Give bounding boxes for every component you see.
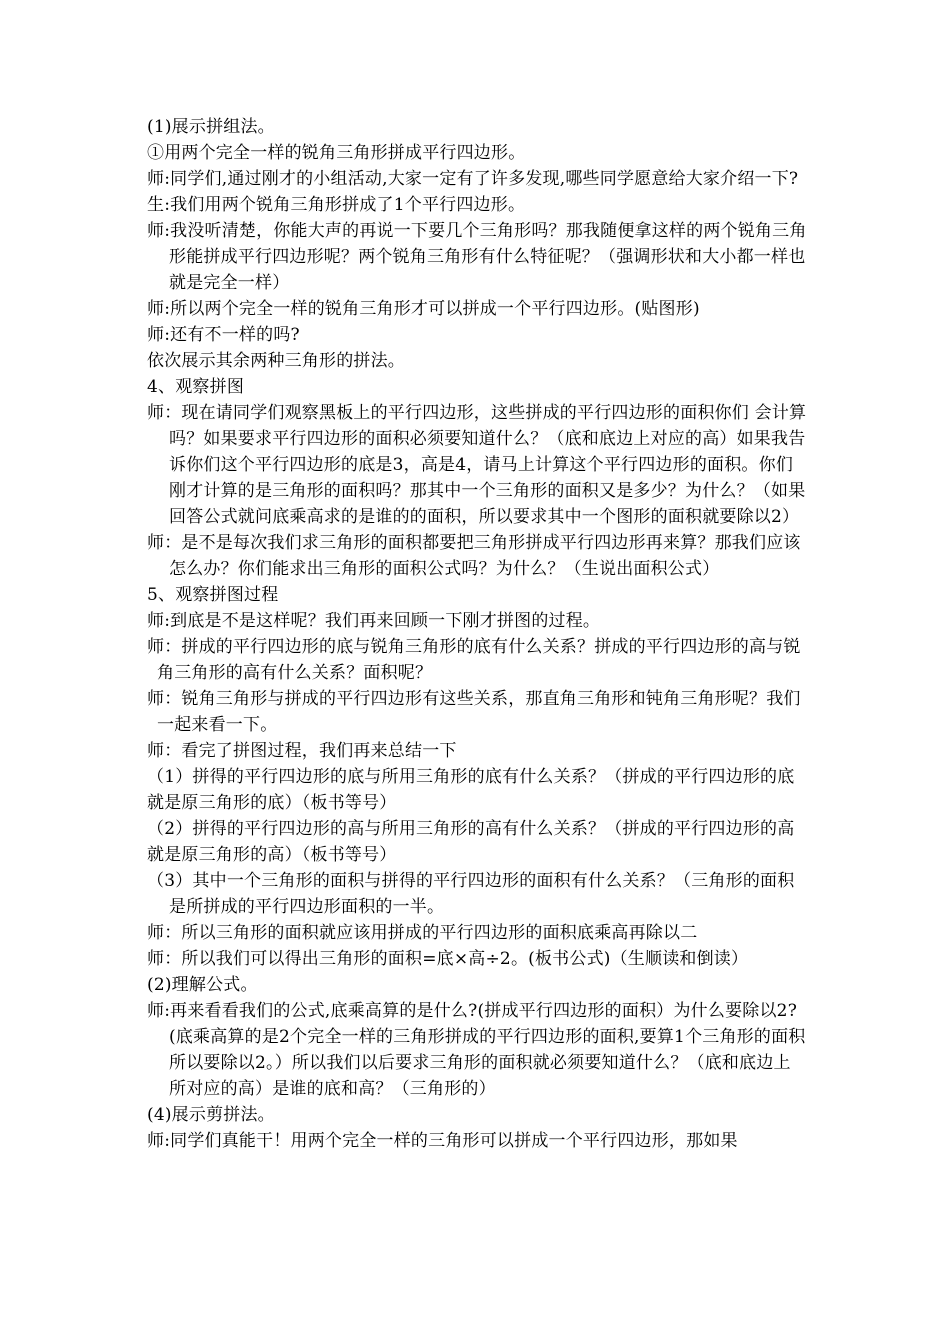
paragraph-teacher: 师:我没听清楚，你能大声的再说一下要几个三角形吗？那我随便拿这样的两个锐角三角形能拼成平行四边形呢？两个锐角三角形有什么特征呢？（强调形状和大小都一样也就是完全一样） — [147, 221, 807, 293]
paragraph-teacher: 师：看完了拼图过程，我们再来总结一下 — [147, 741, 457, 761]
paragraph-teacher: 师:到底是不是这样呢？我们再来回顾一下刚才拼图的过程。 — [147, 611, 601, 631]
paragraph-section-5: 5、观察拼图过程 — [147, 585, 279, 605]
paragraph-teacher: 师：是不是每次我们求三角形的面积都要把三角形拼成平行四边形再来算？那我们应该怎么办？你们能求出三角形的面积公式吗？为什么？（生说出面积公式） — [147, 533, 801, 579]
document-body — [147, 114, 807, 1154]
paragraph-summary-1: （1）拼得的平行四边形的底与所用三角形的底有什么关系？（拼成的平行四边形的底就是原三角形的底）（板书等号） — [147, 767, 795, 813]
paragraph-teacher: 师:同学们,通过刚才的小组活动,大家一定有了许多发现,哪些同学愿意给大家介绍一下? — [147, 169, 799, 189]
paragraph-teacher: 师：锐角三角形与拼成的平行四边形有这些关系，那直角三角形和钝角三角形呢？我们一起来看一下。 — [147, 689, 801, 735]
paragraph-teacher: 师:还有不一样的吗? — [147, 325, 300, 345]
paragraph-teacher: 师:再来看看我们的公式,底乘高算的是什么?(拼成平行四边形的面积）为什么要除以2?(底乘高算的是2个完全一样的三角形拼成的平行四边形的面积,要算1个三角形的面积所以要除以2。）所以我们以后要求三角形的面积就必须要知道什么？（底和底边上所对应的高）是谁的底和高？（三角形的） — [147, 1001, 806, 1099]
paragraph-heading-2: (2)理解公式。 — [147, 975, 258, 995]
paragraph-student: 生:我们用两个锐角三角形拼成了1个平行四边形。 — [147, 195, 526, 215]
paragraph-heading-4: (4)展示剪拼法。 — [147, 1105, 275, 1125]
paragraph-teacher: 师：所以三角形的面积就应该用拼成的平行四边形的面积底乘高再除以二 — [147, 923, 698, 943]
paragraph-step-1: ①用两个完全一样的锐角三角形拼成平行四边形。 — [147, 143, 526, 163]
paragraph-teacher: 师：所以我们可以得出三角形的面积=底×高÷2。(板书公式)（生顺读和倒读） — [147, 949, 749, 969]
paragraph-teacher: 师：现在请同学们观察黑板上的平行四边形，这些拼成的平行四边形的面积你们 会计算吗？如果要求平行四边形的面积必须要知道什么？（底和底边上对应的高）如果我告诉你们这个平行四边形的底是3，高是4，请马上计算这个平行四边形的面积。你们刚才计算的是三角形的面积吗？那其中一个三角形的面积又是多少？为什么？（如果回答公式就问底乘高求的是谁的的面积，所以要求其中一个图形的面积就要除以2） — [147, 403, 807, 527]
paragraph-summary-2: （2）拼得的平行四边形的高与所用三角形的高有什么关系？（拼成的平行四边形的高就是原三角形的高）（板书等号） — [147, 819, 795, 865]
paragraph-teacher: 师：拼成的平行四边形的底与锐角三角形的底有什么关系？拼成的平行四边形的高与锐角三角形的高有什么关系？面积呢？ — [147, 637, 801, 683]
paragraph-summary-3: （3）其中一个三角形的面积与拼得的平行四边形的面积有什么关系？（三角形的面积是所拼成的平行四边形面积的一半。 — [147, 871, 795, 917]
paragraph-teacher: 师:同学们真能干！用两个完全一样的三角形可以拼成一个平行四边形，那如果 — [147, 1131, 738, 1151]
paragraph-teacher: 师:所以两个完全一样的锐角三角形才可以拼成一个平行四边形。(贴图形) — [147, 299, 700, 319]
paragraph-heading-1: (1)展示拼组法。 — [147, 117, 275, 137]
paragraph-section-4: 4、观察拼图 — [147, 377, 245, 397]
paragraph-note: 依次展示其余两种三角形的拼法。 — [147, 351, 405, 371]
